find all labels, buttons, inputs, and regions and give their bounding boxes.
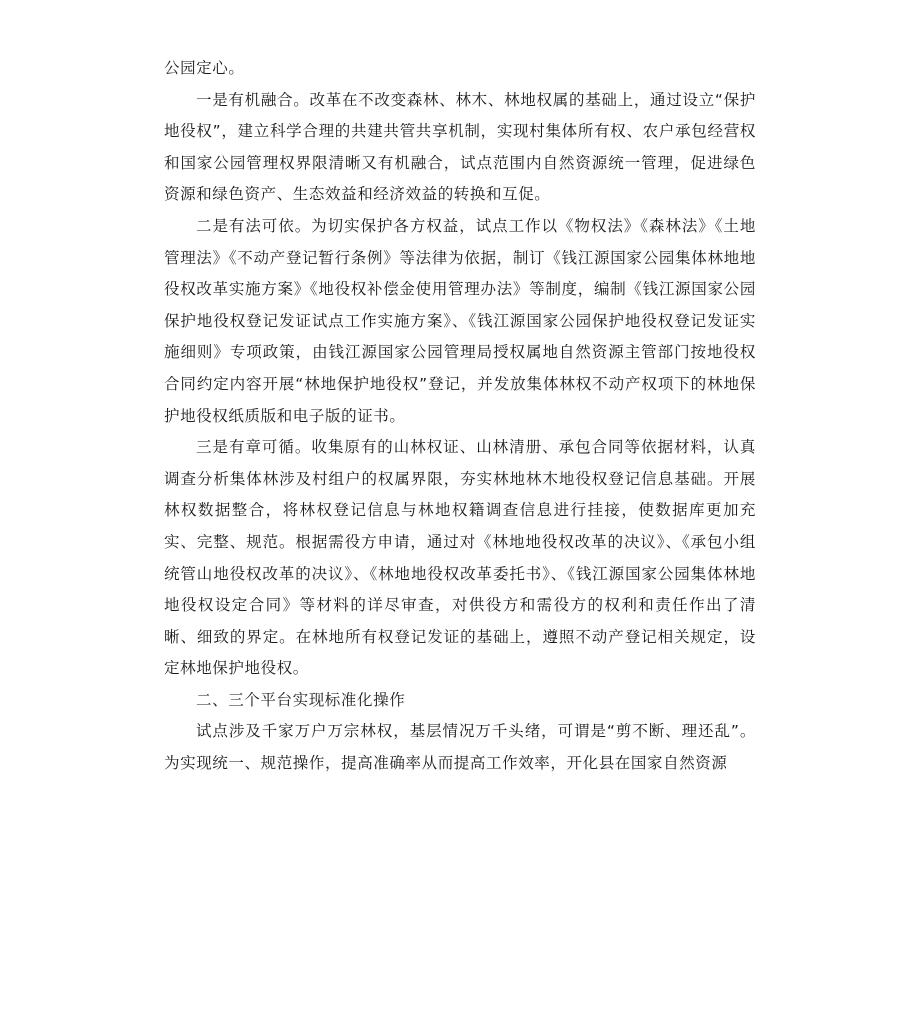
paragraph-legal-basis: 二是有法可依。为切实保护各方权益，试点工作以《物权法》《森林法》《土地管理法》《不动产登记暂行条例》等法律为依据，制订《钱江源国家公园集体林地地役权改革实施方案》《地役权补偿金使用管理办法》等制度，编制《钱江源国家公园保护地役权登记发证试点工作实施方案》、《钱江源国家公园保护地役权登记发证实施细则》专项政策，由钱江源国家公园管理局授权属地自然资源主管部门按地役权合同约定内容开展“林地保护地役权”登记，并发放集体林权不动产权项下的林地保护地役权纸质版和电子版的证书。	[164, 216, 756, 425]
document-body	[164, 53, 756, 780]
paragraph-rules-basis: 三是有章可循。收集原有的山林权证、山林清册、承包合同等依据材料，认真调查分析集体林涉及村组户的权属界限，夯实林地林木地役权登记信息基础。开展林权数据整合，将林权登记信息与林地权籍调查信息进行挂接，使数据库更加充实、完整、规范。根据需役方申请，通过对《林地地役权改革的决议》、《承包小组统管山地役权改革的决议》、《林地地役权改革委托书》、《钱江源国家公园集体林地地役权设定合同》等材料的详尽审查，对供役方和需役方的权利和责任作出了清晰、细致的界定。在林地所有权登记发证的基础上，遵照不动产登记相关规定，设定林地保护地役权。	[164, 438, 756, 678]
section-heading: 二、三个平台实现标准化操作	[196, 690, 406, 709]
paragraph-intro-tail: 公园定心。	[164, 59, 245, 77]
paragraph-organic-integration: 一是有机融合。改革在不改变森林、林木、林地权属的基础上，通过设立“保护地役权”，建立科学合理的共建共管共享机制，实现村集体所有权、农户承包经营权和国家公园管理权界限清晰又有机融合，试点范围内自然资源统一管理，促进绿色资源和绿色资产、生态效益和经济效益的转换和互促。	[164, 90, 756, 204]
paragraph-closing: 试点涉及千家万户万宗林权，基层情况万千头绪，可谓是“剪不断、理还乱”。为实现统一、规范操作，提高准确率从而提高工作效率，开化县在国家自然资源	[164, 722, 756, 773]
